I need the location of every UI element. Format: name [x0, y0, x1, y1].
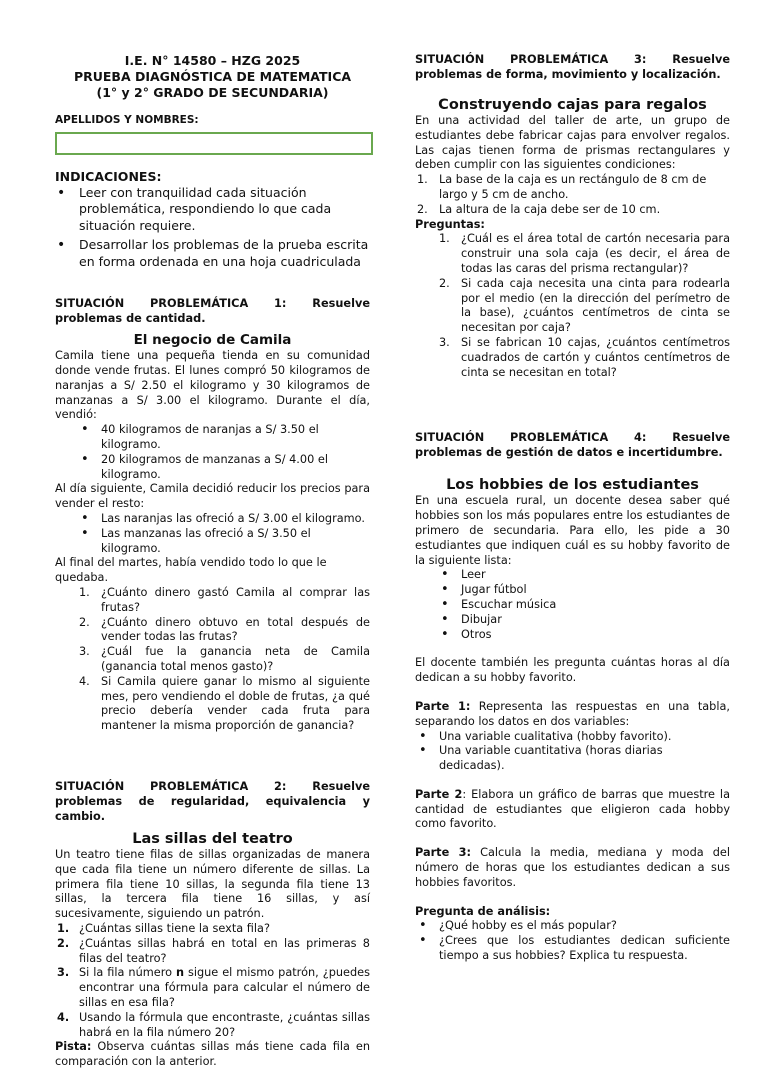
- indications: [55, 169, 370, 271]
- question-item: 3. Si la fila número n sigue el mismo patrón, ¿puedes encontrar una fórmula para calcular el número de sillas en esa fila?: [57, 966, 370, 1009]
- question-item: 3. Si se fabrican 10 cajas, ¿cuántos centímetros cuadrados de cartón y cuántos centímetros de cinta se necesitan en total?: [439, 335, 730, 379]
- list-item: • Una variable cuantitativa (horas diarias dedicadas).: [415, 744, 730, 774]
- problem-3-heading: SITUACIÓN PROBLEMÁTICA 3: Resuelve problemas de forma, movimiento y localización.: [415, 53, 730, 81]
- list-item: • ¿Qué hobby es el más popular?: [415, 919, 730, 934]
- indication-item: • Leer con tranquilidad cada situación problemática, respondiendo lo que cada situación requiere.: [55, 185, 370, 235]
- name-field[interactable]: [55, 132, 373, 155]
- question-item: 2. ¿Cuántas sillas habrá en total en las primeras 8 filas del teatro?: [57, 936, 370, 965]
- list-item: • Una variable cualitativa (hobby favorito).: [415, 730, 730, 745]
- hobby-item: • Dibujar: [415, 613, 730, 628]
- problem-1-intro: Camila tiene una pequeña tienda en su comunidad donde vende frutas. El lunes compró 50 kilogramos de naranjas a S/ 2.50 el kilogramo y 30 kilogramos de manzanas a S/ 3.00 el kilogramo. Durante el día, vendió:: [55, 349, 370, 422]
- list-item: • ¿Crees que los estudiantes dedican suficiente tiempo a sus hobbies? Explica tu respuesta.: [415, 934, 730, 964]
- problem-2-title: Las sillas del teatro: [132, 831, 293, 848]
- problem-1-title: El negocio de Camila: [133, 332, 292, 349]
- part-2: Parte 2: Elabora un gráfico de barras que muestre la cantidad de estudiantes que eligieron cada hobby como favorito.: [415, 787, 730, 831]
- problem-1-heading: SITUACIÓN PROBLEMÁTICA 1: Resuelve problemas de cantidad.: [55, 297, 370, 326]
- problem-2-intro: Un teatro tiene filas de sillas organizadas de manera que cada fila tiene un número diferente de sillas. La primera fila tiene 10 sillas, la segunda fila tiene 13 sillas, la tercera fila tiene 16 sillas, y así sucesivamente, siguiendo un patrón.: [55, 848, 370, 921]
- exam-title: PRUEBA DIAGNÓSTICA DE MATEMATICA: [73, 69, 352, 84]
- hobby-item: • Escuchar música: [415, 598, 730, 613]
- name-label: APELLIDOS Y NOMBRES:: [55, 114, 199, 126]
- exam-grade: (1° y 2° GRADO DE SECUNDARIA): [96, 85, 329, 100]
- problem-3-questions-label: Preguntas:: [415, 217, 485, 231]
- list-item: • Las naranjas las ofreció a S/ 3.00 el kilogramo.: [55, 512, 370, 527]
- question-item: 2. Si cada caja necesita una cinta para rodearla por el medio (en la dirección del perímetro de la base), ¿cuántos centímetros de cinta se necesitan por caja?: [439, 276, 730, 335]
- list-item: • Las manzanas las ofreció a S/ 3.50 el kilogramo.: [55, 527, 370, 557]
- hobby-item: • Leer: [415, 568, 730, 583]
- indications-title: INDICACIONES:: [55, 168, 162, 184]
- condition-item: 1. La base de la caja es un rectángulo de 8 cm de largo y 5 cm de ancho.: [417, 173, 707, 201]
- part-1: Parte 1: Representa las respuestas en una tabla, separando los datos en dos variables:: [415, 699, 730, 728]
- right-column: [415, 0, 730, 964]
- question-item: 1. ¿Cuál es el área total de cartón necesaria para construir una sola caja (es decir, el área de todas las caras del prisma rectangular)?: [439, 232, 730, 275]
- school-name: I.E. N° 14580 – HZG 2025: [124, 53, 301, 68]
- question-item: 3. ¿Cuál fue la ganancia neta de Camila (ganancia total menos gasto)?: [79, 645, 370, 674]
- hobby-item: • Otros: [415, 628, 730, 643]
- list-item: • 20 kilogramos de manzanas a S/ 4.00 el kilogramo.: [55, 453, 370, 483]
- question-item: 4. Usando la fórmula que encontraste, ¿cuántas sillas habrá en la fila número 20?: [57, 1010, 370, 1039]
- question-item: 1. ¿Cuántas sillas tiene la sexta fila?: [57, 922, 270, 935]
- condition-item: 2. La altura de la caja debe ser de 10 cm.: [417, 202, 661, 216]
- list-item: • 40 kilogramos de naranjas a S/ 3.50 el kilogramo.: [55, 423, 370, 453]
- problem-3-title: Construyendo cajas para regalos: [438, 97, 707, 113]
- problem-1-middle: Al día siguiente, Camila decidió reducir los precios para vender el resto:: [55, 482, 370, 511]
- hobby-item: • Jugar fútbol: [415, 583, 730, 598]
- problem-4-title: Los hobbies de los estudiantes: [446, 477, 699, 494]
- problem-3-intro: En una actividad del taller de arte, un grupo de estudiantes debe fabricar cajas para envolver regalos. Las cajas tienen forma de prismas rectangulares y deben cumplir con las siguientes condiciones:: [415, 114, 730, 172]
- question-item: 1. ¿Cuánto dinero gastó Camila al comprar las frutas?: [79, 586, 370, 614]
- problem-4: [415, 430, 730, 964]
- problem-4-intro: En una escuela rural, un docente desea saber qué hobbies son los más populares entre los estudiantes de primero de secundaria. Para ello, les pide a 30 estudiantes que indiquen cuál es su hobby favorito de la siguiente lista:: [415, 494, 730, 567]
- problem-2: [55, 779, 370, 1070]
- left-column: [55, 0, 370, 1070]
- part-3: Parte 3: Calcula la media, mediana y moda del número de horas que los estudiantes dedican a sus hobbies favoritos.: [415, 846, 730, 889]
- problem-3: [415, 52, 730, 380]
- document-header: [55, 53, 370, 101]
- indication-item: • Desarrollar los problemas de la prueba escrita en forma ordenada en una hoja cuadriculada: [55, 237, 370, 270]
- problem-4-hours-text: El docente también les pregunta cuántas horas al día dedican a su hobby favorito.: [415, 656, 730, 685]
- problem-2-heading: SITUACIÓN PROBLEMÁTICA 2: Resuelve problemas de regularidad, equivalencia y cambio.: [55, 780, 370, 824]
- problem-1: [55, 296, 370, 734]
- analysis-label: Pregunta de análisis:: [415, 904, 551, 918]
- problem-4-heading: SITUACIÓN PROBLEMÁTICA 4: Resuelve problemas de gestión de datos e incertidumbre.: [415, 431, 730, 460]
- problem-2-hint: Pista: Observa cuántas sillas más tiene cada fila en comparación con la anterior.: [55, 1040, 370, 1069]
- question-item: 2. ¿Cuánto dinero obtuvo en total después de vender todas las frutas?: [79, 615, 370, 644]
- problem-1-closing: Al final del martes, había vendido todo lo que le quedaba.: [55, 556, 327, 585]
- question-item: 4. Si Camila quiere ganar lo mismo al siguiente mes, pero vendiendo el doble de frutas, ¿a qué precio debería vender cada fruta para mantener la misma proporción de ganancia?: [79, 674, 370, 733]
